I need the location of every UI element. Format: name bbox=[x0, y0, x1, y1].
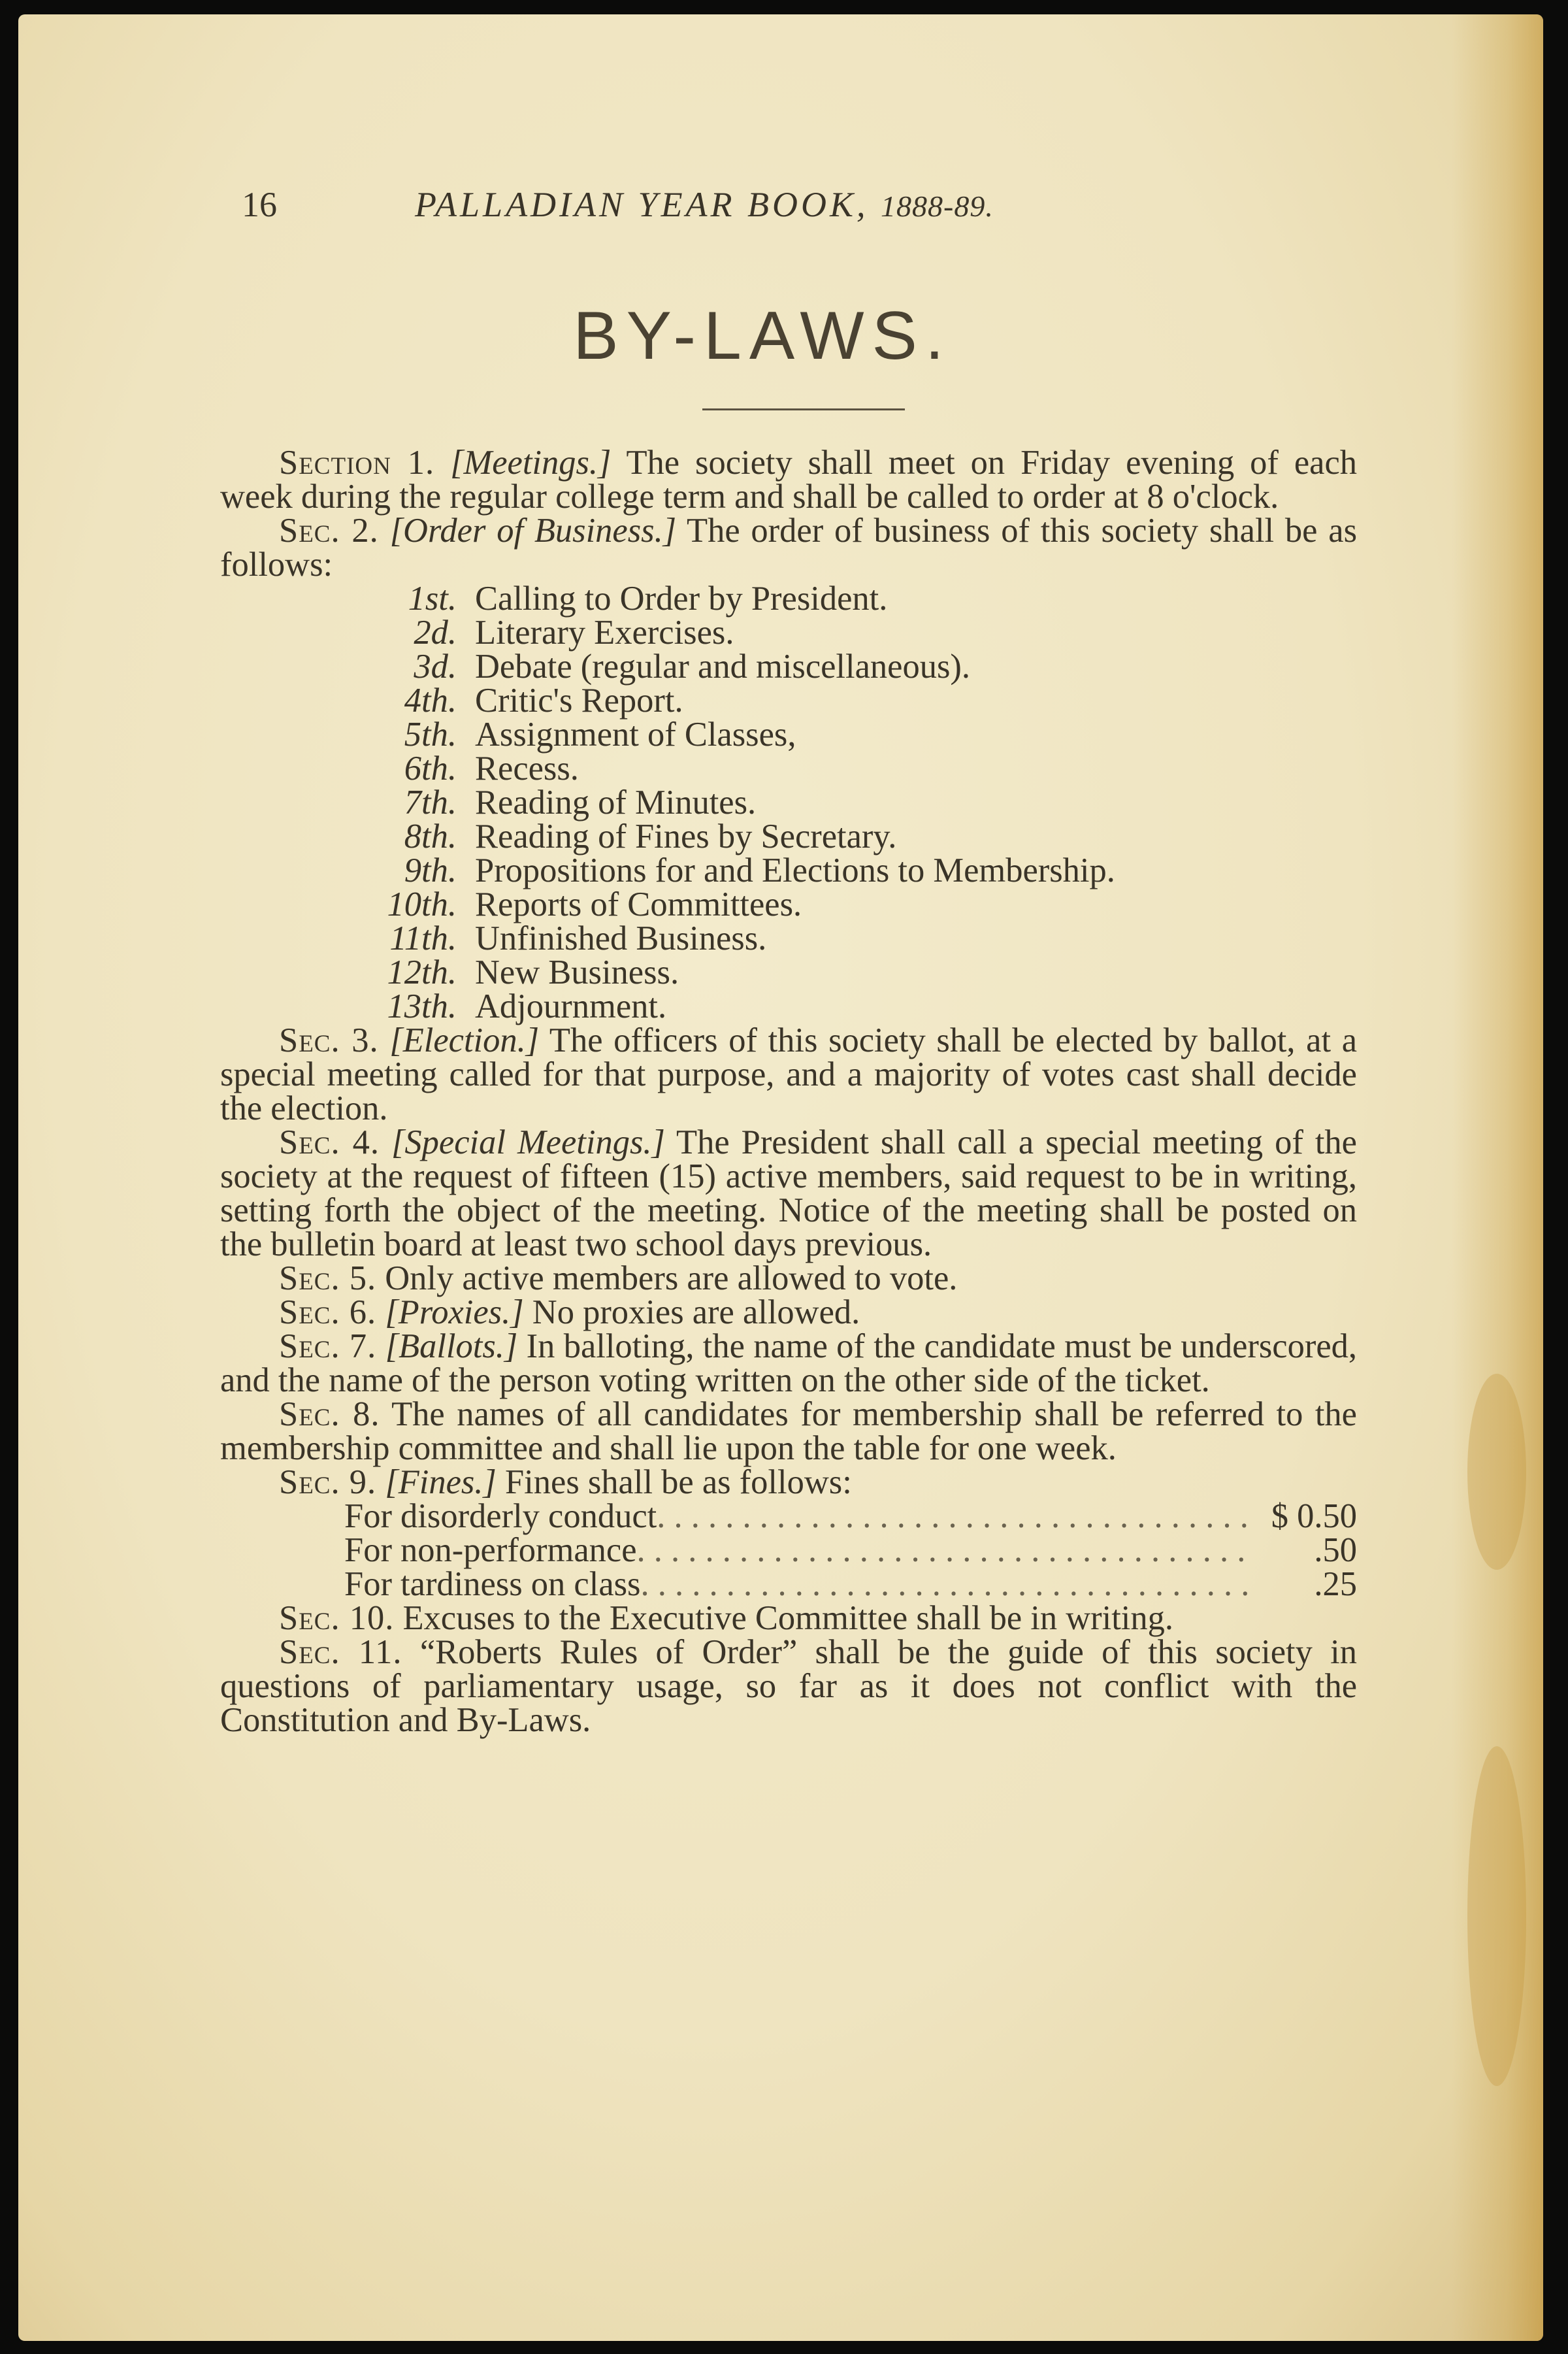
section-text: No proxies are allowed. bbox=[532, 1293, 860, 1331]
section-label: Sec. 2. bbox=[279, 512, 379, 550]
fine-amount: $ 0.50 bbox=[1271, 1497, 1357, 1535]
book-years: 1888-89. bbox=[881, 190, 994, 223]
dot-leader bbox=[637, 1533, 1252, 1567]
section-text: The order of business of this society shall be as follows: bbox=[220, 512, 1358, 584]
section-5 bbox=[220, 1261, 1357, 1295]
list-item bbox=[220, 820, 1357, 854]
page-heading: BY-LAWS. bbox=[573, 298, 952, 374]
page-number: 16 bbox=[242, 185, 277, 224]
fine-amount: .25 bbox=[1314, 1565, 1357, 1603]
section-label: Sec. 10. bbox=[279, 1599, 395, 1637]
section-text: In balloting, the name of the candidate must be underscored, and the name of the person voting written on the other side of the ticket. bbox=[220, 1327, 1358, 1399]
item-ordinal: 7th. bbox=[404, 784, 457, 821]
section-title: [Election.] bbox=[389, 1021, 540, 1059]
list-item bbox=[220, 921, 1357, 955]
list-item bbox=[220, 582, 1357, 616]
section-text: “Roberts Rules of Order” shall be the guide of this society in questions of parliamentary usage, so far as it does not conflict with the Constitution and By-Laws. bbox=[220, 1633, 1357, 1739]
item-ordinal: 1st. bbox=[408, 580, 457, 618]
section-4 bbox=[220, 1125, 1357, 1261]
section-text: Fines shall be as follows: bbox=[504, 1463, 852, 1501]
section-text: The officers of this society shall be elected by ballot, at a special meeting called for that purpose, and a majority of votes cast shall decide the election. bbox=[220, 1021, 1358, 1127]
item-ordinal: 10th. bbox=[387, 886, 457, 923]
item-text: Unfinished Business. bbox=[475, 920, 767, 957]
section-2 bbox=[220, 514, 1357, 582]
item-ordinal: 13th. bbox=[387, 987, 457, 1025]
list-item bbox=[220, 718, 1357, 752]
order-of-business-list bbox=[220, 582, 1357, 1023]
section-label: Sec. 11. bbox=[279, 1633, 402, 1671]
bylaws-body bbox=[220, 446, 1357, 1737]
item-ordinal: 5th. bbox=[404, 716, 457, 754]
fine-amount: .50 bbox=[1314, 1531, 1357, 1569]
dot-leader bbox=[640, 1567, 1252, 1601]
heading-rule bbox=[702, 408, 905, 410]
list-item bbox=[220, 616, 1357, 650]
book-title: PALLADIAN YEAR BOOK, bbox=[415, 185, 869, 224]
item-text: Propositions for and Elections to Membership. bbox=[475, 852, 1115, 889]
running-head bbox=[222, 184, 1189, 230]
section-9 bbox=[220, 1465, 1357, 1499]
section-8 bbox=[220, 1397, 1357, 1465]
list-item bbox=[220, 854, 1357, 887]
section-label: Sec. 9. bbox=[279, 1463, 377, 1501]
list-item bbox=[220, 786, 1357, 820]
list-item bbox=[220, 650, 1357, 684]
section-title: [Special Meetings.] bbox=[391, 1123, 665, 1161]
section-title: [Proxies.] bbox=[385, 1293, 524, 1331]
section-label: Sec. 5. bbox=[279, 1259, 377, 1297]
section-6 bbox=[220, 1295, 1357, 1329]
item-ordinal: 9th. bbox=[404, 852, 457, 889]
fine-label: For disorderly conduct bbox=[344, 1497, 657, 1535]
section-11 bbox=[220, 1635, 1357, 1737]
section-1 bbox=[220, 446, 1357, 514]
section-text: The President shall call a special meeting of the society at the request of fifteen (15) active members, said request to be in writing, setting forth the object of the meeting. Notice of the meeting shall be posted on the bulletin board at least two school days previous. bbox=[220, 1123, 1357, 1263]
section-title: [Order of Business.] bbox=[389, 512, 677, 550]
running-title bbox=[415, 184, 994, 225]
item-ordinal: 2d. bbox=[414, 614, 457, 652]
section-text: Excuses to the Executive Committee shall be in writing. bbox=[402, 1599, 1174, 1637]
item-text: New Business. bbox=[475, 953, 679, 991]
list-item bbox=[220, 752, 1357, 786]
list-item bbox=[220, 989, 1357, 1023]
item-ordinal: 11th. bbox=[389, 920, 457, 957]
item-text: Literary Exercises. bbox=[475, 614, 734, 652]
item-ordinal: 6th. bbox=[404, 750, 457, 787]
item-text: Reading of Fines by Secretary. bbox=[475, 818, 897, 855]
item-text: Adjournment. bbox=[475, 987, 667, 1025]
item-ordinal: 4th. bbox=[404, 682, 457, 720]
section-title: [Ballots.] bbox=[385, 1327, 518, 1365]
fine-label: For non-performance bbox=[344, 1531, 637, 1569]
section-title: [Meetings.] bbox=[450, 444, 612, 482]
item-ordinal: 3d. bbox=[414, 648, 457, 686]
item-text: Reading of Minutes. bbox=[475, 784, 757, 821]
section-label: Section 1. bbox=[279, 444, 435, 482]
item-text: Calling to Order by President. bbox=[475, 580, 888, 618]
fine-label: For tardiness on class bbox=[344, 1565, 641, 1603]
fines-table bbox=[220, 1499, 1357, 1601]
section-7 bbox=[220, 1329, 1357, 1397]
section-text: The names of all candidates for membership shall be referred to the membership committee and shall lie upon the table for one week. bbox=[220, 1395, 1357, 1467]
section-label: Sec. 6. bbox=[279, 1293, 377, 1331]
fine-row bbox=[220, 1499, 1357, 1533]
list-item bbox=[220, 684, 1357, 718]
item-ordinal: 8th. bbox=[404, 818, 457, 855]
list-item bbox=[220, 955, 1357, 989]
item-text: Reports of Committees. bbox=[475, 886, 802, 923]
dot-leader bbox=[657, 1499, 1252, 1533]
section-label: Sec. 4. bbox=[279, 1123, 380, 1161]
section-label: Sec. 8. bbox=[279, 1395, 380, 1433]
section-label: Sec. 7. bbox=[279, 1327, 377, 1365]
item-text: Recess. bbox=[475, 750, 579, 787]
item-text: Assignment of Classes, bbox=[475, 716, 796, 754]
section-text: The society shall meet on Friday evening of each week during the regular college term and shall be called to order at 8 o'clock. bbox=[220, 444, 1357, 516]
section-label: Sec. 3. bbox=[279, 1021, 379, 1059]
list-item bbox=[220, 887, 1357, 921]
fine-row bbox=[220, 1533, 1357, 1567]
item-text: Debate (regular and miscellaneous). bbox=[475, 648, 970, 686]
item-ordinal: 12th. bbox=[387, 953, 457, 991]
fine-row bbox=[220, 1567, 1357, 1601]
section-3 bbox=[220, 1023, 1357, 1125]
section-title: [Fines.] bbox=[385, 1463, 497, 1501]
section-10 bbox=[220, 1601, 1357, 1635]
section-text: Only active members are allowed to vote. bbox=[385, 1259, 958, 1297]
item-text: Critic's Report. bbox=[475, 682, 683, 720]
